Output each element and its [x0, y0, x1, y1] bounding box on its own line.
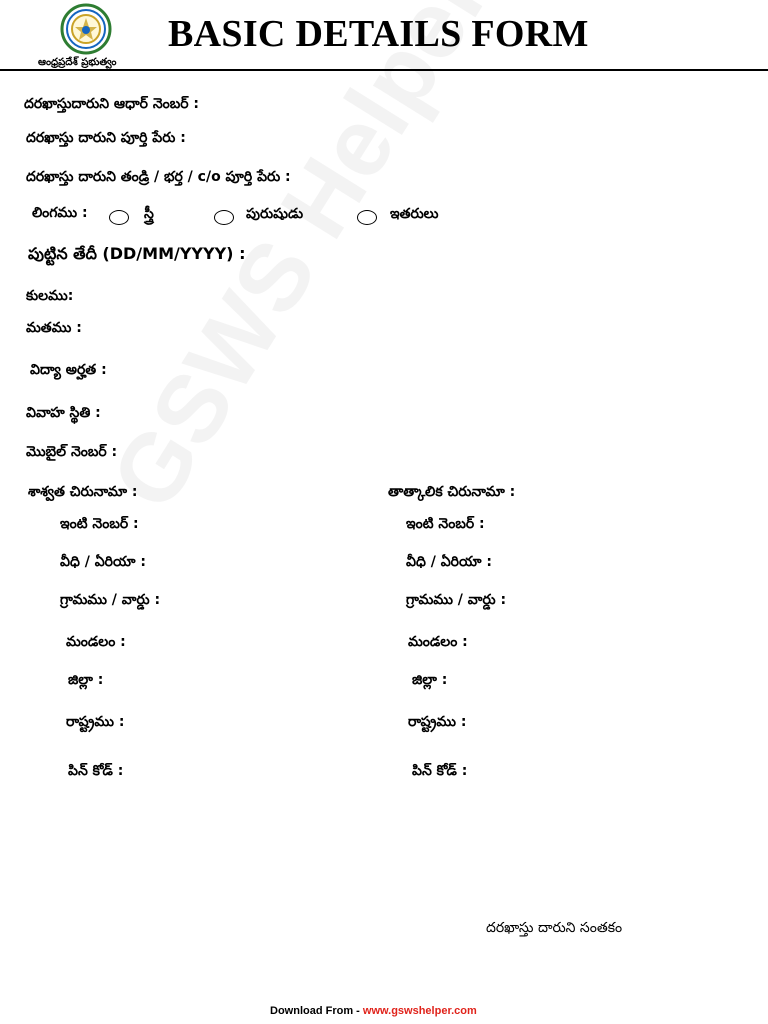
download-footer [270, 1005, 477, 1017]
permanent-mandal-label: మండలం : [66, 634, 126, 650]
government-name: ఆంధ్రప్రదేశ్ ప్రభుత్వం [38, 57, 117, 68]
gender-radio-female[interactable] [109, 210, 129, 225]
permanent-pincode-label: పిన్ కోడ్ : [68, 763, 124, 779]
permanent-street-label: వీధి / ఏరియా : [60, 554, 146, 570]
gender-option-other: ఇతరులు [390, 206, 439, 222]
dob-label: పుట్టిన తేదీ (DD/MM/YYYY) : [28, 244, 246, 263]
gender-radio-other[interactable] [357, 210, 377, 225]
temporary-house-no-label: ఇంటి నెంబర్ : [406, 516, 485, 532]
permanent-state-label: రాష్ట్రము : [66, 714, 125, 730]
marital-status-label: వివాహ స్థితి : [26, 405, 101, 421]
father-name-label: దరఖాస్తు దారుని తండ్రి / భర్త / c/o పూర్తి పేరు : [26, 169, 291, 185]
permanent-village-label: గ్రామము / వార్డు : [60, 592, 161, 608]
temporary-district-label: జిల్లా : [412, 672, 448, 688]
applicant-signature-label: దరఖాస్తు దారుని సంతకం [486, 920, 623, 936]
temporary-village-label: గ్రామము / వార్డు : [406, 592, 507, 608]
aadhaar-label: దరఖాస్తుదారుని ఆధార్ నెంబర్ : [24, 96, 200, 112]
page-title: BASIC DETAILS FORM [168, 13, 589, 55]
full-name-label: దరఖాస్తు దారుని పూర్తి పేరు : [26, 130, 186, 146]
permanent-district-label: జిల్లా : [68, 672, 104, 688]
temporary-pincode-label: పిన్ కోడ్ : [412, 763, 468, 779]
temporary-address-heading: తాత్కాలిక చిరునామా : [388, 484, 516, 500]
temporary-street-label: వీధి / ఏరియా : [406, 554, 492, 570]
temporary-mandal-label: మండలం : [408, 634, 468, 650]
temporary-state-label: రాష్ట్రము : [408, 714, 467, 730]
mobile-label: మొబైల్ నెంబర్ : [26, 444, 118, 460]
religion-label: మతము : [26, 320, 82, 336]
gender-radio-male[interactable] [214, 210, 234, 225]
education-label: విద్యా అర్హత : [30, 362, 107, 378]
footer-prefix: Download From - [270, 1005, 363, 1017]
gender-label: లింగము : [32, 205, 88, 221]
gender-option-female: స్త్రీ [144, 206, 154, 222]
gender-option-male: పురుషుడు [246, 206, 304, 222]
caste-label: కులము: [26, 288, 74, 304]
emblem-logo [60, 3, 112, 55]
permanent-address-heading: శాశ్వత చిరునామా : [28, 484, 138, 500]
footer-website-link[interactable]: www.gswshelper.com [362, 1005, 477, 1017]
permanent-house-no-label: ఇంటి నెంబర్ : [60, 516, 139, 532]
andhra-pradesh-emblem-icon [60, 3, 112, 55]
